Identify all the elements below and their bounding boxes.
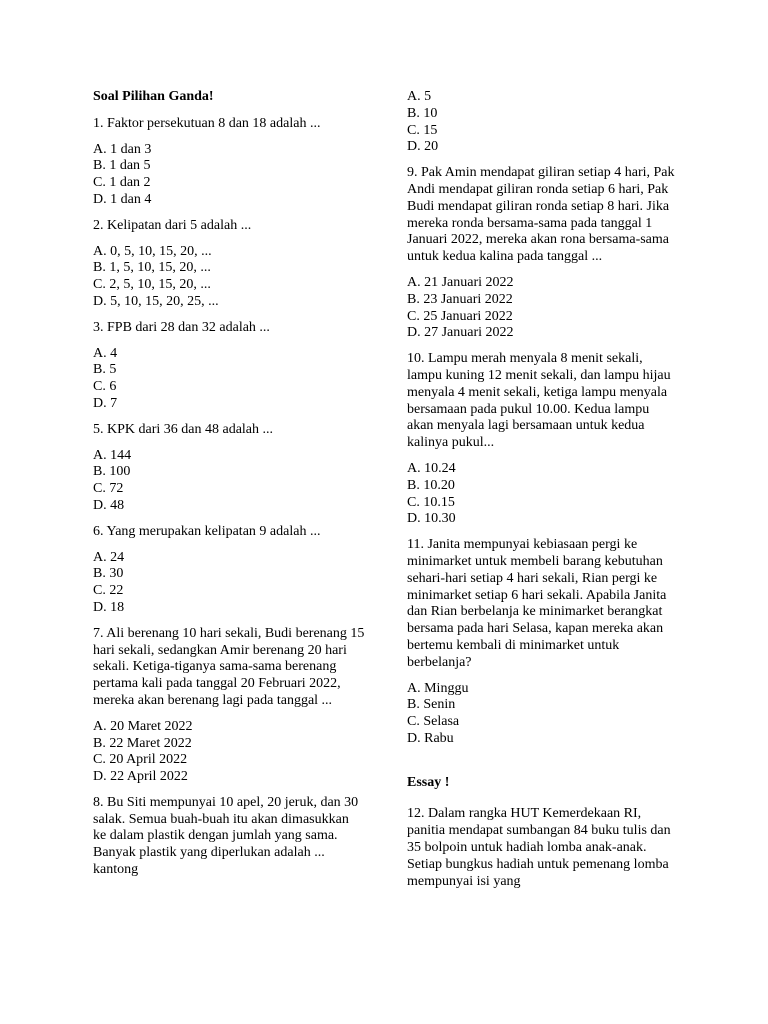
option: C. 10.15	[407, 494, 455, 510]
section-heading-essay: Essay !	[407, 774, 450, 790]
essay-question-12: 12. Dalam rangka HUT Kemerdekaan RI, panitia mendapat sumbangan 84 buku tulis dan 35 bolpoin untuk hadiah lomba anak-anak. Setiap bungkus hadiah untuk pemenang lomba mempunyai isi yang	[407, 806, 671, 889]
question-text: 5. KPK dari 36 dan 48 adalah ...	[93, 421, 274, 437]
option: A. 10.24	[407, 460, 456, 476]
option: C. 22	[93, 583, 124, 599]
spacer	[407, 791, 679, 806]
option-list	[93, 448, 365, 515]
option: C. 6	[93, 379, 117, 395]
question-3	[93, 320, 365, 413]
question-10	[407, 351, 679, 528]
question-text: 3. FPB dari 28 dan 32 adalah ...	[93, 319, 270, 335]
option: D. Rabu	[407, 730, 454, 746]
option: C. 15	[407, 122, 438, 138]
option: A. 4	[93, 345, 118, 361]
option-list	[407, 275, 679, 342]
question-text: 6. Yang merupakan kelipatan 9 adalah ...	[93, 523, 321, 539]
right-column	[407, 89, 679, 899]
option: B. 23 Januari 2022	[407, 291, 513, 307]
option: A. 144	[93, 447, 132, 463]
option: D. 20	[407, 139, 439, 155]
question-text: 9. Pak Amin mendapat giliran setiap 4 hari, Pak Andi mendapat giliran ronda setiap 6 hari, Pak Budi mendapat giliran ronda setiap 8 hari. Jika mereka ronda bersama-sama pada tanggal 1 Januari 2022, mereka akan rona bersama-sama untuk kedua kalina pada tanggal ...	[407, 165, 675, 265]
option: B. 1, 5, 10, 15, 20, ...	[93, 260, 211, 276]
option: A. 24	[93, 549, 125, 565]
question-11	[407, 537, 679, 748]
option: D. 48	[93, 497, 125, 513]
option: A. 5	[407, 89, 432, 104]
question-8-option-list	[407, 89, 679, 156]
question-8	[93, 795, 365, 879]
question-text: 1. Faktor persekutuan 8 dan 18 adalah ...	[93, 115, 321, 131]
option: A. 20 Maret 2022	[93, 718, 193, 734]
option: D. 27 Januari 2022	[407, 325, 514, 341]
option: C. 72	[93, 481, 124, 497]
option: C. 2, 5, 10, 15, 20, ...	[93, 277, 211, 293]
section-heading-multiple-choice: Soal Pilihan Ganda!	[93, 89, 214, 104]
option: B. 1 dan 5	[93, 158, 151, 174]
option-list	[407, 461, 679, 528]
question-text: 11. Janita mempunyai kebiasaan pergi ke minimarket untuk membeli barang kebutuhan sehari-hari setiap 4 hari sekali, Rian pergi ke minimarket setiap 6 hari sekali. Apabila Janita dan Rian berbelanja ke minimarket berangkat bersama pada hari Selasa, kapan mereka akan bertemu kembali di minimarket untuk berbelanja?	[407, 537, 667, 670]
option-list	[407, 681, 679, 748]
option: D. 5, 10, 15, 20, 25, ...	[93, 293, 219, 309]
option: C. 20 April 2022	[93, 752, 188, 768]
option-list	[93, 719, 365, 786]
option: A. 0, 5, 10, 15, 20, ...	[93, 243, 212, 259]
left-column	[93, 89, 365, 888]
option: C. 25 Januari 2022	[407, 308, 513, 324]
question-6	[93, 524, 365, 617]
option: B. 10.20	[407, 477, 455, 493]
question-5	[93, 422, 365, 515]
option: A. Minggu	[407, 680, 469, 696]
option-list	[93, 244, 365, 311]
option: A. 21 Januari 2022	[407, 274, 514, 290]
option: C. Selasa	[407, 714, 460, 730]
question-text: 10. Lampu merah menyala 8 menit sekali, lampu kuning 12 menit sekali, dan lampu hijau menyala 4 menit sekali, ketiga lampu menyala bersamaan pada pukul 10.00. Kedua lampu akan menyala lagi bersamaan untuk kedua kalinya pukul...	[407, 351, 671, 451]
option: B. Senin	[407, 697, 456, 713]
option: C. 1 dan 2	[93, 175, 151, 191]
question-2	[93, 218, 365, 311]
question-text: 2. Kelipatan dari 5 adalah ...	[93, 217, 252, 233]
question-7	[93, 626, 365, 786]
option: D. 22 April 2022	[93, 769, 188, 785]
option: D. 18	[93, 599, 125, 615]
question-text: 8. Bu Siti mempunyai 10 apel, 20 jeruk, dan 30 salak. Semua buah-buah itu akan dimasukkan ke dalam plastik dengan jumlah yang sama. Banyak plastik yang diperlukan adalah ... kantong	[93, 794, 359, 878]
option: D. 7	[93, 395, 118, 411]
question-text: 7. Ali berenang 10 hari sekali, Budi berenang 15 hari sekali, sedangkan Amir berenang 20 hari sekali. Ketiga-tiganya sama-sama berenang pertama kali pada tanggal 20 Februari 2022, mereka akan berenang lagi pada tanggal ...	[93, 625, 365, 708]
question-9	[407, 165, 679, 342]
option: D. 1 dan 4	[93, 191, 152, 207]
option-list	[93, 550, 365, 617]
option: B. 30	[93, 566, 124, 582]
option-list	[93, 142, 365, 209]
option-list	[93, 346, 365, 413]
option: D. 10.30	[407, 511, 456, 527]
option: B. 5	[93, 362, 117, 378]
option: B. 100	[93, 464, 131, 480]
question-1	[93, 116, 365, 209]
option: A. 1 dan 3	[93, 141, 152, 157]
option: B. 10	[407, 105, 438, 121]
option: B. 22 Maret 2022	[93, 735, 192, 751]
